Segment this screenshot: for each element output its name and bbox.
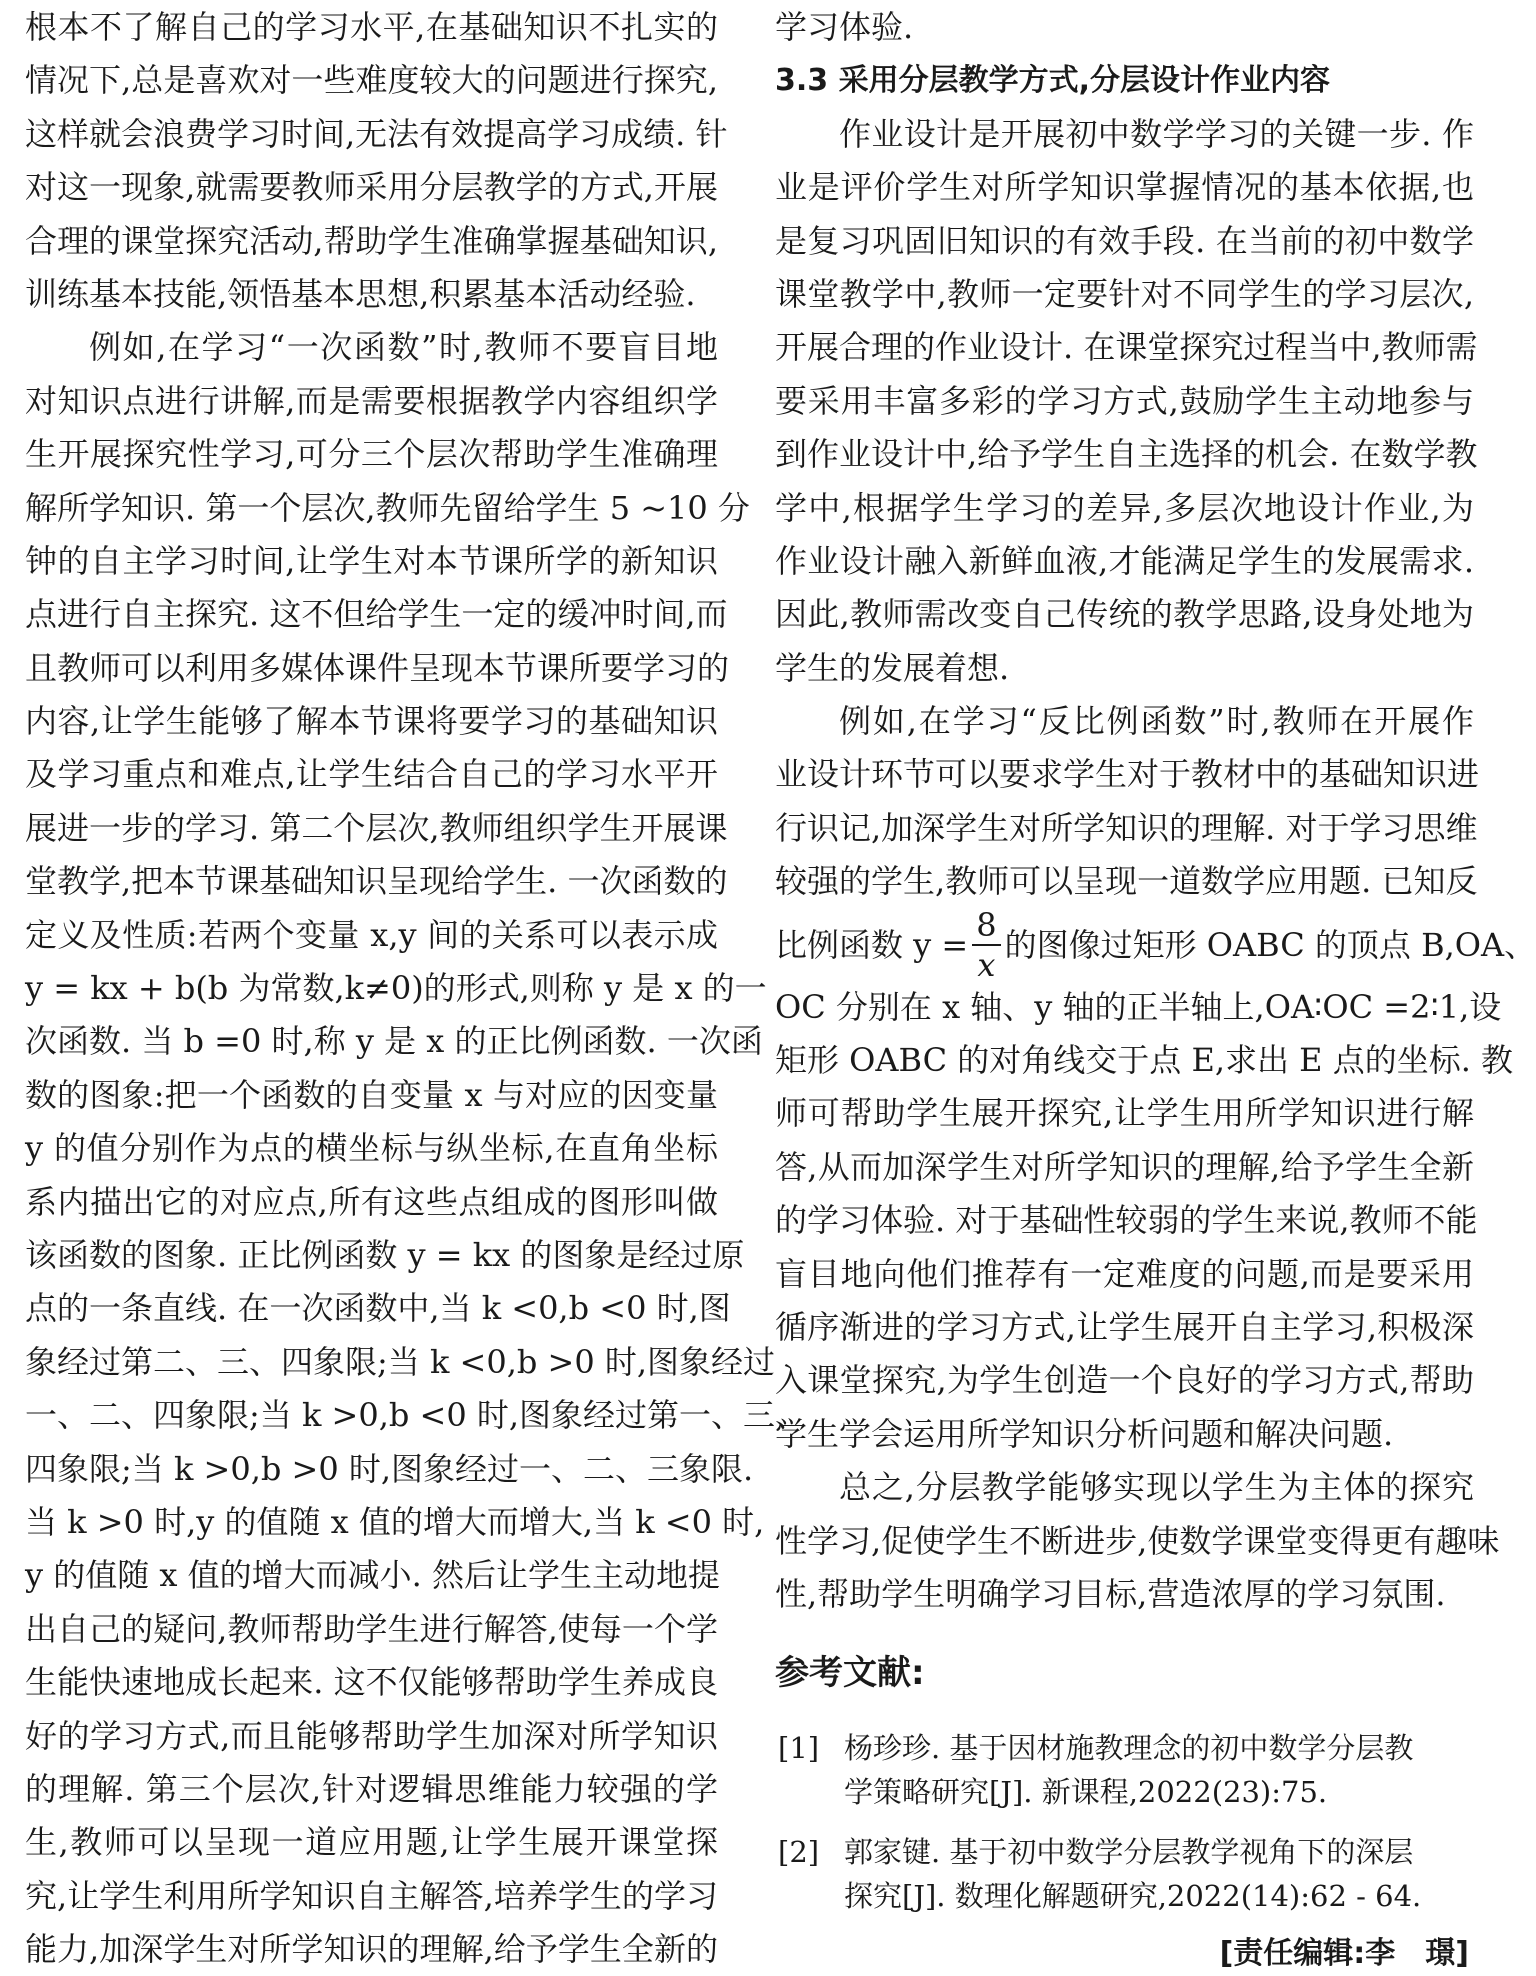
text-line: 学习体验. <box>775 8 914 46</box>
text-line: 该函数的图象. 正比例函数 y = kx 的图象是经过原 <box>25 1235 745 1274</box>
fraction-numerator: 8 <box>972 909 1000 946</box>
text-line: 解所学知识. 第一个层次,教师先留给学生 5 ~10 分 <box>25 488 750 527</box>
right-column <box>775 1 1536 1621</box>
text-line: 训练基本技能,领悟基本思想,积累基本活动经验. <box>25 274 696 313</box>
formula-text-after: 的图像过矩形 OABC 的顶点 B,OA、 <box>1004 925 1536 964</box>
text-line: 行识记,加深学生对所学知识的理解. 对于学习思维 <box>775 808 1478 847</box>
text-line: y 的值分别作为点的横坐标与纵坐标,在直角坐标 <box>25 1129 718 1168</box>
text-line: 点进行自主探究. 这不但给学生一定的缓冲时间,而 <box>25 595 728 634</box>
text-line: 的学习体验. 对于基础性较弱的学生来说,教师不能 <box>775 1201 1478 1240</box>
text-line: 的理解. 第三个层次,针对逻辑思维能力较强的学 <box>25 1769 718 1808</box>
text-line: 好的学习方式,而且能够帮助学生加深对所学知识 <box>25 1716 718 1755</box>
text-line: 根本不了解自己的学习水平,在基础知识不扎实的 <box>25 8 718 46</box>
text-line: 作业设计是开展初中数学学习的关键一步. 作 <box>839 114 1474 153</box>
text-line: 课堂教学中,教师一定要针对不同学生的学习层次, <box>775 274 1474 313</box>
text-line: 究,让学生利用所学知识自主解答,培养学生的学习 <box>25 1876 718 1915</box>
text-line: 展进一步的学习. 第二个层次,教师组织学生开展课 <box>25 808 728 847</box>
text-line: 总之,分层教学能够实现以学生为主体的探究 <box>839 1468 1474 1507</box>
text-line: 能力,加深学生对所学知识的理解,给予学生全新的 <box>25 1930 718 1969</box>
reference-item <box>778 1830 1413 1871</box>
text-line: 要采用丰富多彩的学习方式,鼓励学生主动地参与 <box>775 381 1474 420</box>
text-line: 矩形 OABC 的对角线交于点 E,求出 E 点的坐标. 教 <box>775 1041 1514 1080</box>
text-line: 性学习,促使学生不断进步,使数学课堂变得更有趣味 <box>775 1521 1500 1560</box>
text-line: 及学习重点和难点,让学生结合自己的学习水平开 <box>25 755 718 794</box>
text-line: 当 k >0 时,y 的值随 x 值的增大而增大,当 k <0 时, <box>25 1502 765 1541</box>
reference-text: 郭家键. 基于初中数学分层教学视角下的深层 <box>844 1835 1414 1869</box>
text-line: 循序渐进的学习方式,让学生展开自主学习,积极深 <box>775 1307 1474 1346</box>
references-title: 参考文献: <box>775 1653 925 1693</box>
text-line: 出自己的疑问,教师帮助学生进行解答,使每一个学 <box>25 1609 718 1648</box>
text-line: 学中,根据学生学习的差异,多层次地设计作业,为 <box>775 488 1474 527</box>
text-line: 性,帮助学生明确学习目标,营造浓厚的学习氛围. <box>775 1574 1446 1613</box>
text-line: 较强的学生,教师可以呈现一道数学应用题. 已知反 <box>775 862 1478 901</box>
text-line: 例如,在学习“反比例函数”时,教师在开展作 <box>839 702 1474 741</box>
text-line: 四象限;当 k >0,b >0 时,图象经过一、二、三象限. <box>25 1449 754 1488</box>
reference-text: 杨珍珍. 基于因材施教理念的初中数学分层教 <box>844 1731 1414 1765</box>
text-line: 这样就会浪费学习时间,无法有效提高学习成绩. 针 <box>25 114 728 153</box>
formula-line <box>775 905 1536 984</box>
text-line: 业是评价学生对所学知识掌握情况的基本依据,也 <box>775 168 1474 207</box>
text-line: 系内描出它的对应点,所有这些点组成的图形叫做 <box>25 1182 718 1221</box>
text-line: 点的一条直线. 在一次函数中,当 k <0,b <0 时,图 <box>25 1289 731 1328</box>
text-line: 情况下,总是喜欢对一些难度较大的问题进行探究, <box>25 61 718 100</box>
section-heading: 3.3 采用分层教学方式,分层设计作业内容 <box>775 63 1330 99</box>
fraction <box>972 905 1000 984</box>
text-line: 内容,让学生能够了解本节课将要学习的基础知识 <box>25 702 718 741</box>
text-line: 作业设计融入新鲜血液,才能满足学生的发展需求. <box>775 541 1474 580</box>
text-line: 生开展探究性学习,可分三个层次帮助学生准确理 <box>25 435 718 474</box>
text-line: 是复习巩固旧知识的有效手段. 在当前的初中数学 <box>775 221 1474 260</box>
text-line: y 的值随 x 值的增大而减小. 然后让学生主动地提 <box>25 1556 720 1595</box>
formula-text-before: 比例函数 y = <box>775 925 969 964</box>
reference-text-continued: 探究[J]. 数理化解题研究,2022(14):62 - 64. <box>844 1879 1422 1913</box>
text-line: 开展合理的作业设计. 在课堂探究过程当中,教师需 <box>775 328 1478 367</box>
right-column-upper <box>775 1 1480 909</box>
text-line: 师可帮助学生展开探究,让学生用所学知识进行解 <box>775 1094 1474 1133</box>
text-line: 合理的课堂探究活动,帮助学生准确掌握基础知识, <box>25 221 718 260</box>
text-line: 学生学会运用所学知识分析问题和解决问题. <box>775 1414 1394 1453</box>
reference-item <box>778 1726 1413 1767</box>
fraction-denominator: x <box>977 945 996 984</box>
responsible-editor: [责任编辑:李 璟] <box>1219 1936 1469 1971</box>
reference-number: [1] <box>778 1731 820 1765</box>
text-line: 钟的自主学习时间,让学生对本节课所学的新知识 <box>25 541 718 580</box>
text-line: 数的图象:把一个函数的自变量 x 与对应的因变量 <box>25 1075 718 1114</box>
text-line: 到作业设计中,给予学生自主选择的机会. 在数学教 <box>775 435 1478 474</box>
text-line: 例如,在学习“一次函数”时,教师不要盲目地 <box>89 328 718 367</box>
text-line: 堂教学,把本节课基础知识呈现给学生. 一次函数的 <box>25 862 728 901</box>
left-column <box>25 1 808 1976</box>
text-line: y = kx + b(b 为常数,k≠0)的形式,则称 y 是 x 的一 <box>25 969 767 1008</box>
text-line: 次函数. 当 b =0 时,称 y 是 x 的正比例函数. 一次函 <box>25 1022 763 1061</box>
text-line: 答,从而加深学生对所学知识的理解,给予学生全新 <box>775 1147 1474 1186</box>
text-line: 定义及性质:若两个变量 x,y 间的关系可以表示成 <box>25 915 718 954</box>
reference-text-continued: 学策略研究[J]. 新课程,2022(23):75. <box>844 1775 1328 1809</box>
text-line: OC 分别在 x 轴、y 轴的正半轴上,OA∶OC =2∶1,设 <box>775 987 1502 1026</box>
text-line: 对这一现象,就需要教师采用分层教学的方式,开展 <box>25 168 718 207</box>
text-line: 入课堂探究,为学生创造一个良好的学习方式,帮助 <box>775 1361 1474 1400</box>
text-line: 盲目地向他们推荐有一定难度的问题,而是要采用 <box>775 1254 1474 1293</box>
text-line: 因此,教师需改变自己传统的教学思路,设身处地为 <box>775 595 1474 634</box>
right-column-lower <box>775 981 1514 1622</box>
text-line: 业设计环节可以要求学生对于教材中的基础知识进 <box>775 755 1480 794</box>
text-line: 且教师可以利用多媒体课件呈现本节课所要学习的 <box>25 648 730 687</box>
reference-number: [2] <box>778 1835 820 1869</box>
text-line: 一、二、四象限;当 k >0,b <0 时,图象经过第一、三、 <box>25 1396 808 1435</box>
text-line: 对知识点进行讲解,而是需要根据教学内容组织学 <box>25 381 718 420</box>
text-line: 生,教师可以呈现一道应用题,让学生展开课堂探 <box>25 1823 718 1862</box>
text-line: 生能快速地成长起来. 这不仅能够帮助学生养成良 <box>25 1663 718 1702</box>
text-line: 学生的发展着想. <box>775 648 1010 687</box>
text-line: 象经过第二、三、四象限;当 k <0,b >0 时,图象经过 <box>25 1342 776 1381</box>
